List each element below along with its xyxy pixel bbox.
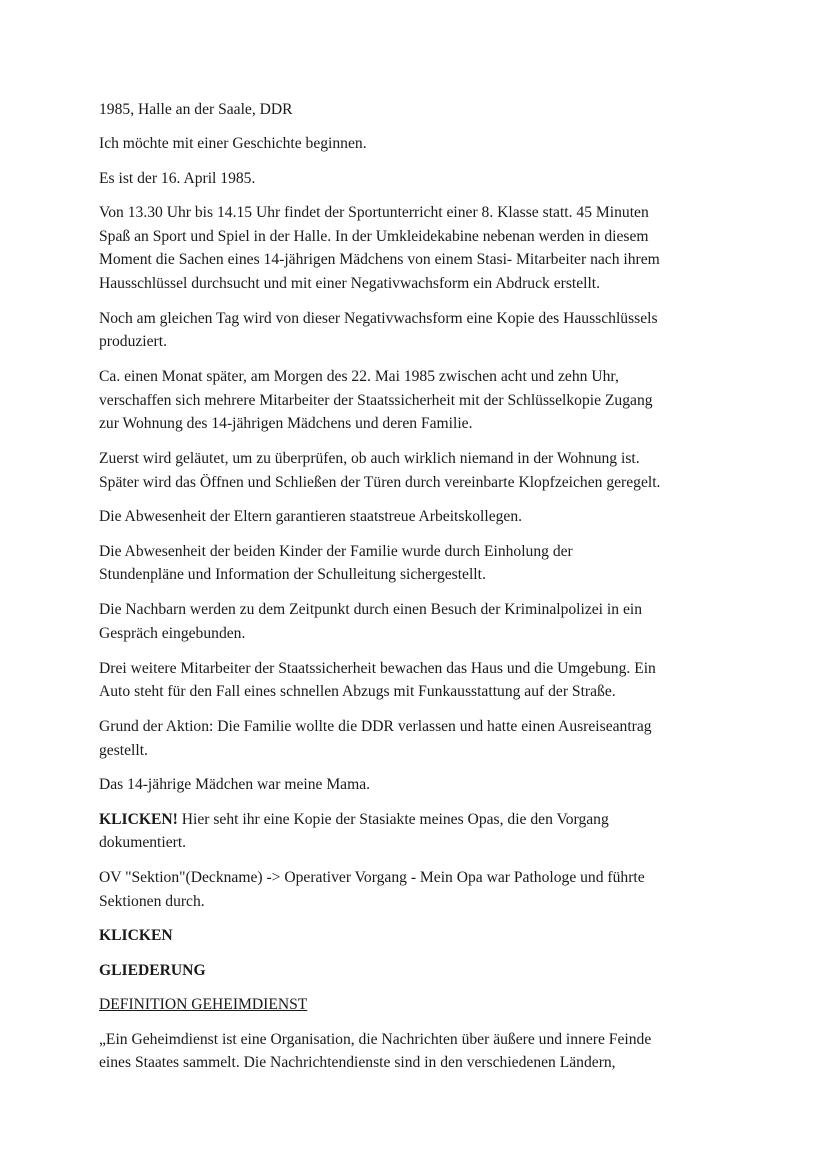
text-line: GLIEDERUNG [99, 961, 206, 979]
text-line: Ca. einen Monat später, am Morgen des 22. Mai 1985 zwischen acht und zehn Uhr, [99, 368, 619, 386]
paragraph-children [99, 540, 739, 587]
text-line: verschaffen sich mehrere Mitarbeiter der Staatssicherheit mit der Schlüsselkopie Zugang [99, 391, 653, 409]
text-line: Auto steht für den Fall eines schnellen Abzugs mit Funkausstattung auf der Straße. [99, 683, 616, 701]
paragraph-sportunterricht [99, 201, 739, 295]
text-line: Die Abwesenheit der beiden Kinder der Familie wurde durch Einholung der [99, 542, 573, 560]
paragraph-reason [99, 715, 739, 762]
paragraph-intro [99, 132, 739, 156]
text-line: Später wird das Öffnen und Schließen der Türen durch vereinbarte Klopfzeichen geregelt. [99, 473, 661, 491]
text-line: zur Wohnung des 14-jährigen Mädchens und deren Familie. [99, 415, 473, 433]
definition-heading-text: DEFINITION GEHEIMDIENST [99, 996, 308, 1014]
text-line: KLICKEN [99, 927, 173, 945]
document-body [99, 98, 739, 1086]
paragraph-ov-sektion [99, 866, 739, 913]
text-line: Grund der Aktion: Die Familie wollte die DDR verlassen und hatte einen Ausreiseantrag [99, 717, 652, 735]
text-line: 1985, Halle an der Saale, DDR [99, 101, 293, 118]
text-line: „Ein Geheimdienst ist eine Organisation, die Nachrichten über äußere und innere Feinde [99, 1030, 652, 1048]
paragraph-guards [99, 657, 739, 704]
text-line: Hausschlüssel durchsucht und mit einer Negativwachsform ein Abdruck erstellt. [99, 274, 601, 292]
text-line: Sektionen durch. [99, 892, 205, 910]
klicken-marker: KLICKEN! [99, 810, 178, 828]
text-line: produziert. [99, 333, 167, 351]
paragraph-klicken-akte [99, 808, 739, 855]
text-line: eines Staates sammelt. Die Nachrichtendienste sind in den verschiedenen Ländern, [99, 1054, 616, 1072]
text-line: Noch am gleichen Tag wird von dieser Negativwachsform eine Kopie des Hausschlüssels [99, 309, 658, 327]
paragraph-parents [99, 505, 739, 529]
paragraph-date [99, 167, 739, 191]
text-line: Das 14-jährige Mädchen war meine Mama. [99, 776, 371, 794]
text-line: Spaß an Sport und Spiel in der Halle. In der Umkleidekabine nebenan werden in diesem [99, 227, 649, 245]
text-line: Von 13.30 Uhr bis 14.15 Uhr findet der Sportunterricht einer 8. Klasse statt. 45 Minuten [99, 204, 649, 222]
text-line: dokumentiert. [99, 834, 187, 852]
paragraph-key-copy [99, 307, 739, 354]
text-line [99, 993, 739, 1017]
text-line: gestellt. [99, 741, 148, 759]
text-line: Stundenpläne und Information der Schulleitung sichergestellt. [99, 566, 486, 584]
text-line: Ich möchte mit einer Geschichte beginnen. [99, 135, 367, 153]
text-line: Es ist der 16. April 1985. [99, 169, 256, 187]
text-line: Gespräch eingebunden. [99, 624, 246, 642]
paragraph-mama [99, 773, 739, 797]
klicken-text: Hier seht ihr eine Kopie der Stasiakte meines Opas, die den Vorgang [177, 810, 609, 828]
text-line: OV "Sektion"(Deckname) -> Operativer Vorgang - Mein Opa war Pathologe und führte [99, 869, 645, 887]
gliederung-heading [99, 959, 739, 983]
paragraph-neighbours [99, 598, 739, 645]
paragraph-entry [99, 365, 739, 436]
text-line: Drei weitere Mitarbeiter der Staatssicherheit bewachen das Haus und die Umgebung. Ein [99, 659, 656, 677]
text-line: Moment die Sachen eines 14-jährigen Mädchens von einem Stasi- Mitarbeiter nach ihrem [99, 251, 660, 269]
text-line [99, 808, 739, 832]
klicken-heading [99, 924, 739, 948]
definition-heading [99, 993, 739, 1017]
paragraph-place-date [99, 98, 739, 122]
paragraph-quote-definition [99, 1028, 739, 1075]
text-line: Die Abwesenheit der Eltern garantieren staatstreue Arbeitskollegen. [99, 508, 523, 526]
text-line: Zuerst wird geläutet, um zu überprüfen, ob auch wirklich niemand in der Wohnung ist. [99, 450, 640, 468]
paragraph-signals [99, 447, 739, 494]
text-line: Die Nachbarn werden zu dem Zeitpunkt durch einen Besuch der Kriminalpolizei in ein [99, 601, 642, 619]
